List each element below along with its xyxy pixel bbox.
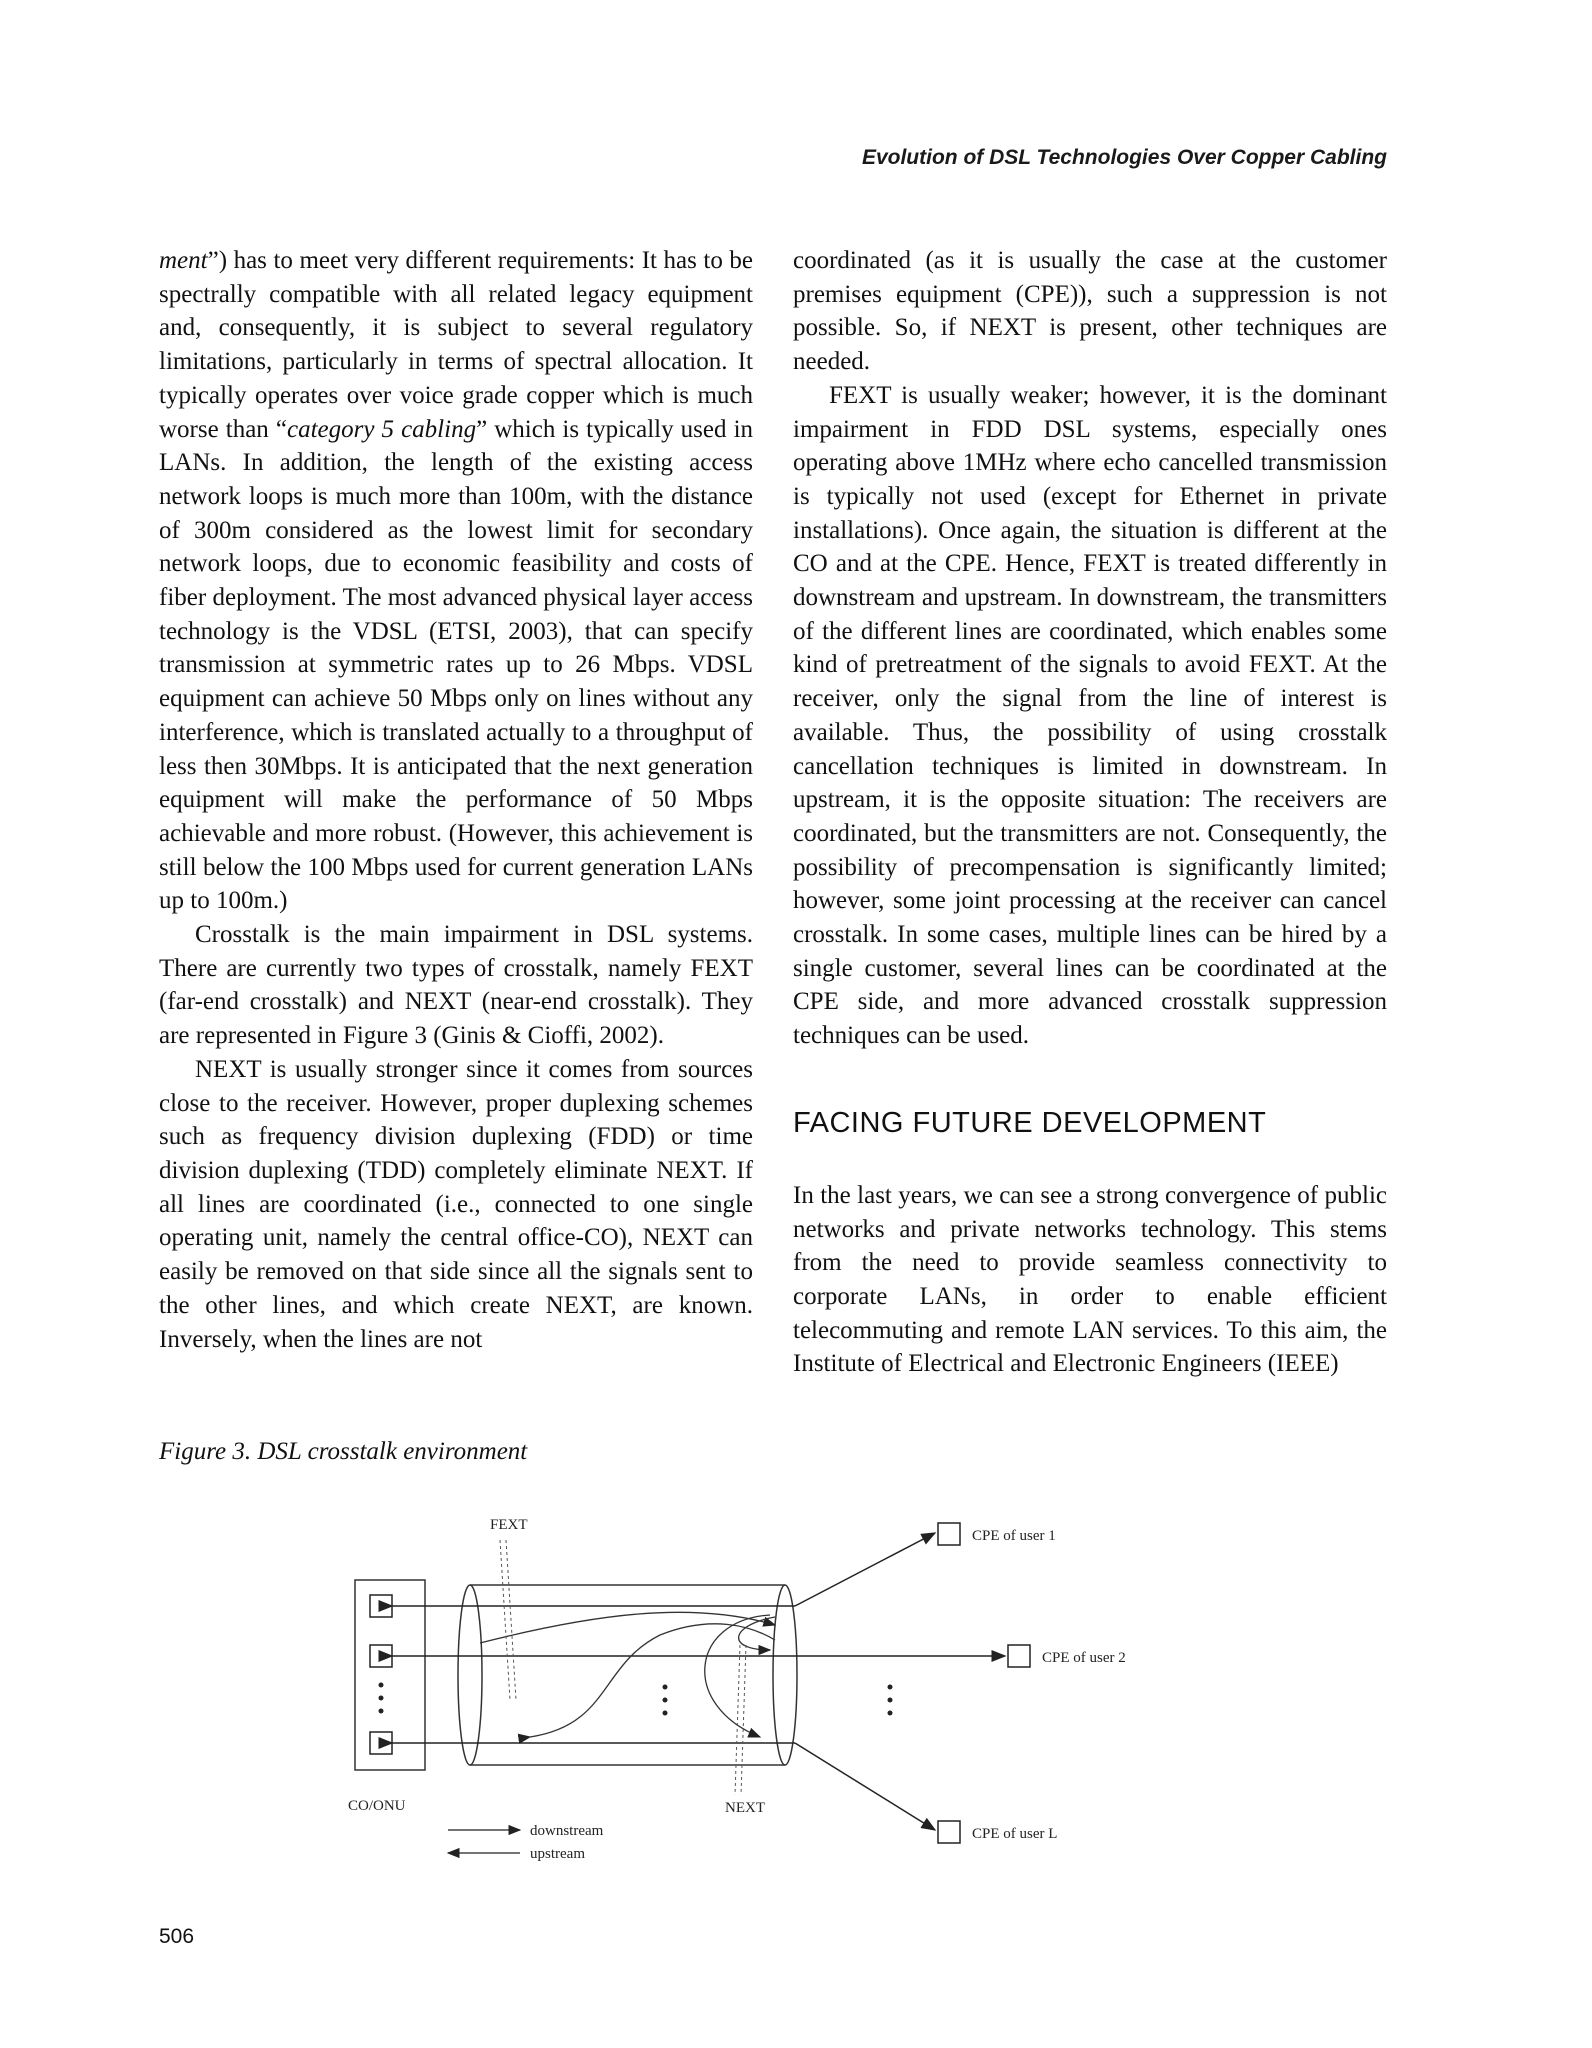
left-paragraph-1 bbox=[159, 244, 753, 918]
right-column bbox=[793, 244, 1387, 1381]
crosstalk-diagram bbox=[330, 1505, 1250, 1885]
modem-box-1 bbox=[370, 1595, 392, 1617]
cable-end-right bbox=[773, 1585, 797, 1765]
page-number: 506 bbox=[159, 1925, 195, 1948]
downstream-label: downstream bbox=[530, 1823, 604, 1839]
cpe-box-1 bbox=[938, 1523, 960, 1545]
cpe2-label: CPE of user 2 bbox=[1042, 1650, 1126, 1666]
co-onu-label: CO/ONU bbox=[348, 1798, 406, 1814]
co-onu-box bbox=[355, 1580, 425, 1770]
left-paragraph-2: Crosstalk is the main impairment in DSL systems. There are currently two types of crosstalk, namely FEXT (far-end crosstalk) and NEXT (near-end crosstalk). They are represented in Figure 3 (Ginis & Cioffi, 2002). bbox=[159, 921, 753, 1050]
crosstalk-figure bbox=[330, 1505, 1250, 1885]
cpe1-label: CPE of user 1 bbox=[972, 1528, 1056, 1544]
next-label: NEXT bbox=[725, 1800, 765, 1816]
figure-caption: Figure 3. DSL crosstalk environment bbox=[159, 1438, 528, 1465]
text-fragment: ” which is typically used in LANs. In addition, the length of the existing access network loops is much more than 100m, with the distance of 300m considered as the lowest limit for secondary network loops, due to economic feasibility and costs of fiber deployment. The most advanced physical layer access technology is the VDSL (ETSI, 2003), that can specify transmission at symmetric rates up to 26 Mbps. VDSL equipment can achieve 50 Mbps only on lines without any interference, which is translated actually to a throughput of less then 30Mbps. It is anticipated that the next generation equipment will make the performance of 50 Mbps achievable and more robust. (However, this achievement is still below the 100 Mbps used for current generation LANs up to 100m.) bbox=[159, 415, 754, 915]
section-heading: FACING FUTURE DEVELOPMENT bbox=[793, 1106, 1267, 1139]
left-paragraph-3: NEXT is usually stronger since it comes from sources close to the receiver. However, proper duplexing schemes such as frequency division duplexing (FDD) or time division duplexing (TDD) completely eliminate NEXT. If all lines are coordinated (i.e., connected to one single operating unit, namely the central office-CO), NEXT can easily be removed on that side since all the signals sent to the other lines, and which create NEXT, are known. Inversely, when the lines are not bbox=[159, 1055, 753, 1353]
cpe-box-L bbox=[938, 1821, 960, 1843]
modem-box-L bbox=[370, 1732, 392, 1754]
running-head: Evolution of DSL Technologies Over Copper Cabling bbox=[861, 146, 1387, 169]
text-fragment: ”) has to meet very different requirements: It has to be spectrally compatible with all related legacy equipment and, consequently, it is subject to several regulatory limitations, particularly in terms of spectral allocation. It typically operates over voice grade copper which is much worse than “ bbox=[159, 247, 753, 443]
fext-label: FEXT bbox=[490, 1517, 528, 1533]
upstream-label: upstream bbox=[530, 1846, 585, 1862]
cpeL-label: CPE of user L bbox=[972, 1826, 1058, 1842]
right-paragraph-1: coordinated (as it is usually the case at the customer premises equipment (CPE)), such a suppression is not possible. So, if NEXT is present, other techniques are needed. bbox=[793, 247, 1387, 376]
italic-fragment: category 5 cabling bbox=[286, 415, 477, 443]
cpe-box-2 bbox=[1008, 1645, 1030, 1667]
cable-end-left bbox=[458, 1585, 482, 1765]
modem-box-2 bbox=[370, 1645, 392, 1667]
italic-fragment: ment bbox=[159, 247, 208, 274]
right-paragraph-3: In the last years, we can see a strong convergence of public networks and private networks technology. This stems from the need to provide seamless connectivity to corporate LANs, in order to enable efficient telecommuting and remote LAN services. To this aim, the Institute of Electrical and Electronic Engineers (IEEE) bbox=[793, 1181, 1387, 1378]
left-column bbox=[159, 244, 753, 1356]
right-paragraph-2: FEXT is usually weaker; however, it is the dominant impairment in FDD DSL systems, especially ones operating above 1MHz where echo cancelled transmission is typically not used (except for Ethernet in private installations). Once again, the situation is different at the CO and at the CPE. Hence, FEXT is treated differently in downstream and upstream. In downstream, the transmitters of the different lines are coordinated, which enables some kind of pretreatment of the signals to avoid FEXT. At the receiver, only the signal from the line of interest is available. Thus, the possibility of using crosstalk cancellation techniques is limited in downstream. In upstream, it is the opposite situation: The receivers are coordinated, but the transmitters are not. Consequently, the possibility of precompensation is significantly limited; however, some joint processing at the receiver can cancel crosstalk. In some cases, multiple lines can be hired by a single customer, several lines can be coordinated at the CPE side, and more advanced crosstalk suppression techniques can be used. bbox=[793, 381, 1387, 1050]
